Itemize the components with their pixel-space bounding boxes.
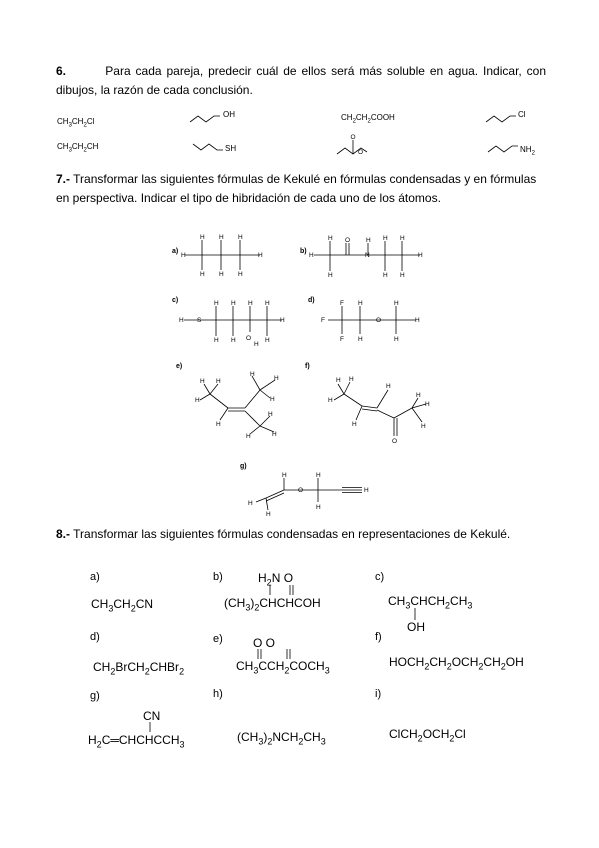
svg-text:H: H [265, 337, 270, 344]
pair1-formula-a: $CH_3CH_2Cl$ [57, 117, 95, 129]
ester-structure [335, 130, 375, 160]
svg-text:H: H [352, 421, 357, 428]
svg-text:H: H [358, 300, 363, 307]
label-7e: e) [176, 363, 183, 370]
svg-text:H: H [400, 272, 405, 279]
question-8-number: 8.- [56, 527, 71, 541]
svg-text:H: H [231, 300, 236, 307]
svg-text:F: F [340, 300, 344, 307]
question-8-text: Transformar las siguientes fórmulas condensadas en representaciones de Kekulé. [70, 527, 511, 541]
formula-8e: $CH_3CCH_2COCH_3$ [236, 659, 330, 676]
kekule-structure-a [180, 234, 270, 278]
kekule-structure-c [178, 298, 290, 348]
svg-text:H: H [254, 341, 259, 348]
svg-text:H: H [266, 511, 271, 518]
svg-text:H: H [265, 300, 270, 307]
svg-text:H: H [364, 487, 369, 494]
label-7b: b) [300, 248, 307, 255]
svg-text:H: H [231, 337, 236, 344]
svg-text:H: H [216, 378, 221, 385]
svg-text:H: H [270, 396, 275, 403]
kekule-structure-d [320, 298, 425, 346]
svg-text:O: O [376, 317, 382, 324]
question-6-text: Para cada pareja, predecir cuál de ellos será más soluble en agua. Indicar, con dibujos, la razón de cada conclusión. [56, 64, 546, 97]
svg-text:F: F [340, 336, 344, 343]
label-8a: a) [90, 571, 100, 583]
svg-text:H: H [383, 235, 388, 242]
svg-text:F: F [321, 317, 325, 324]
svg-text:H: H [416, 392, 421, 399]
zigzag-nh2-structure [488, 142, 518, 162]
label-7c: c) [172, 297, 179, 304]
formula-8c-bond [412, 607, 418, 621]
pair2-formula-b: Cl [518, 110, 526, 119]
formula-8c-bottom: OH [407, 620, 425, 634]
svg-text:H: H [238, 271, 243, 278]
label-7a: a) [172, 248, 179, 255]
kekule-structure-g [244, 468, 379, 518]
label-7d: d) [308, 297, 315, 304]
svg-text:H: H [268, 411, 273, 418]
formula-8g-top: CN [143, 709, 161, 723]
svg-text:H: H [179, 317, 184, 324]
formula-8c: $CH_3CHCH_2CH_3$ [388, 594, 473, 611]
formula-8b: $(CH_3)_2CHCHCOH$ [224, 596, 321, 613]
svg-text:O: O [350, 134, 356, 141]
question-7 [56, 170, 546, 208]
svg-text:H: H [216, 421, 221, 428]
question-8 [56, 526, 546, 542]
svg-text:H: H [358, 336, 363, 343]
pair3-formula-a: $CH_3CH_2CH$ [57, 142, 99, 154]
svg-text:H: H [250, 371, 255, 378]
svg-text:H: H [316, 472, 321, 479]
svg-text:O: O [345, 237, 351, 244]
label-8b: b) [213, 571, 223, 583]
svg-text:H: H [274, 375, 279, 382]
svg-text:H: H [415, 317, 420, 324]
formula-8b-top: $H_2N$ O [258, 571, 294, 588]
svg-text:H: H [282, 472, 287, 479]
formula-8g: $H_2C═CHCHCCH_3$ [88, 733, 185, 750]
svg-text:H: H [280, 317, 285, 324]
question-6 [56, 62, 546, 100]
formula-8f: $HOCH_2CH_2OCH_2CH_2OH$ [389, 655, 524, 672]
svg-text:H: H [386, 383, 391, 390]
pair3-formula-b: SH [225, 144, 237, 153]
formula-8e-top: O O [253, 636, 276, 650]
pair2-formula-a: $CH_2CH_2COOH$ [341, 113, 395, 125]
label-7f: f) [305, 363, 310, 370]
svg-text:H: H [195, 397, 200, 404]
zigzag-oh-structure [190, 110, 250, 130]
svg-text:H: H [248, 300, 253, 307]
svg-text:H: H [421, 423, 426, 430]
svg-text:O: O [358, 149, 364, 156]
svg-text:H: H [336, 377, 341, 384]
svg-text:H: H [246, 433, 251, 440]
svg-text:S: S [197, 317, 202, 324]
question-6-number: 6. [56, 64, 67, 78]
pair1-formula-b: OH [223, 110, 235, 119]
label-8g: g) [90, 690, 100, 702]
svg-text:H: H [400, 235, 405, 242]
svg-text:H: H [272, 431, 277, 438]
formula-8g-bond [147, 721, 153, 733]
svg-text:H: H [394, 336, 399, 343]
svg-text:O: O [392, 438, 398, 445]
svg-text:H: H [248, 500, 253, 507]
svg-text:H: H [366, 237, 371, 244]
svg-text:H: H [418, 252, 423, 259]
question-7-number: 7.- [56, 172, 71, 186]
svg-text:H: H [181, 252, 186, 259]
question-7-text: Transformar las siguientes fórmulas de Kekulé en fórmulas condensadas y en fórmulas en perspectiva. Indicar el tipo de hibridación de cada uno de los átomos. [56, 172, 537, 205]
svg-text:H: H [200, 271, 205, 278]
label-8f: f) [375, 631, 382, 643]
svg-text:H: H [258, 252, 263, 259]
svg-text:N: N [365, 252, 370, 259]
pair4-formula-b: $NH_2$ [520, 145, 535, 157]
svg-text:H: H [394, 300, 399, 307]
label-7g: g) [240, 463, 247, 470]
kekule-structure-f [322, 370, 434, 445]
kekule-structure-e [190, 368, 285, 438]
formula-8d: $CH_2BrCH_2CHBr_2$ [93, 660, 185, 677]
label-8e: e) [213, 633, 223, 645]
svg-text:H: H [214, 337, 219, 344]
formula-8i: $ClCH_2OCH_2Cl$ [389, 727, 466, 744]
svg-text:H: H [219, 271, 224, 278]
svg-text:H: H [425, 401, 430, 408]
svg-text:H: H [316, 504, 321, 511]
svg-text:H: H [200, 378, 205, 385]
formula-8a: $CH_3CH_2CN$ [91, 597, 154, 614]
label-8h: h) [213, 688, 223, 700]
formula-8b-bonds [268, 583, 298, 597]
svg-text:O: O [298, 487, 304, 494]
svg-text:H: H [349, 376, 354, 383]
svg-text:H: H [219, 234, 224, 241]
label-8i: i) [375, 688, 382, 700]
kekule-structure-b [308, 233, 428, 278]
svg-text:H: H [200, 234, 205, 241]
svg-text:O: O [246, 335, 252, 342]
svg-text:H: H [383, 272, 388, 279]
svg-text:H: H [328, 235, 333, 242]
svg-text:H: H [328, 272, 333, 279]
svg-text:H: H [238, 234, 243, 241]
svg-text:H: H [309, 252, 314, 259]
svg-text:H: H [328, 397, 333, 404]
svg-text:H: H [214, 300, 219, 307]
label-8c: c) [375, 571, 385, 583]
formula-8h: $(CH_3)_2NCH_2CH_3$ [237, 730, 326, 747]
label-8d: d) [90, 631, 100, 643]
